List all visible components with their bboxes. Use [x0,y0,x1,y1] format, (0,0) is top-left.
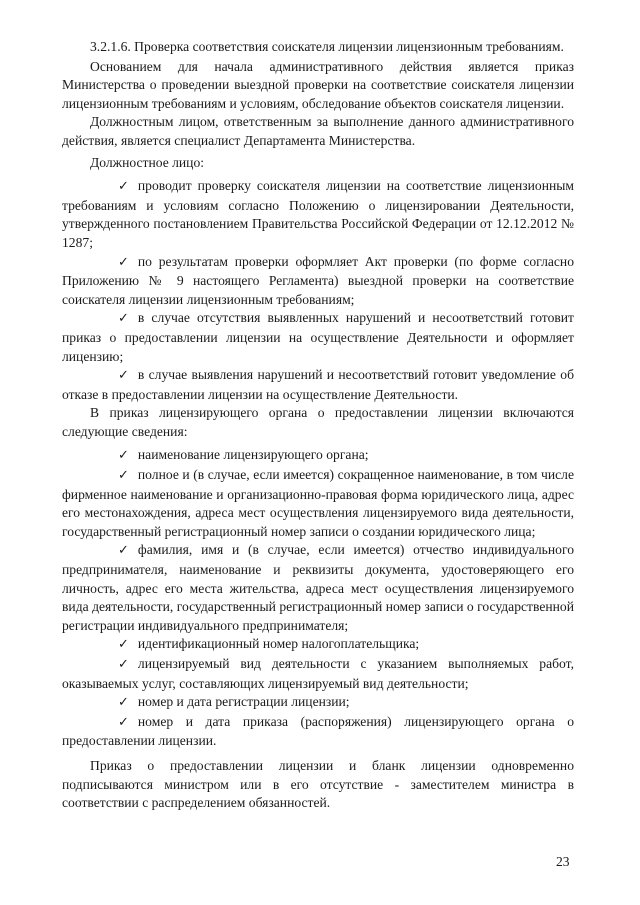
check-mark-icon: ✓ [118,448,129,464]
order-item [62,713,574,751]
order-item-text: фамилия, имя и (в случае, если имеется) отчество индивидуального предпринимателя, наименование и реквизиты документа, удостоверяющего его личность, адрес его места жительства, адреса мест осуществления лицензируемого вида деятельности, государственный регистрационный номер записи о государственной регистрации индивидуального предпринимателя; [62,542,574,633]
check-mark-icon: ✓ [118,468,129,484]
order-item [62,446,574,466]
order-item-text: номер и дата приказа (распоряжения) лицензирующего органа о предоставлении лицензии. [62,713,574,749]
order-item-text: идентификационный номер налогоплательщика; [137,636,420,652]
duty-item [62,309,574,366]
section-heading: 3.2.1.6. Проверка соответствия соискателя лицензии лицензионным требованиям. [90,39,564,54]
check-mark-icon: ✓ [118,254,129,270]
page-body [62,38,574,813]
check-mark-icon: ✓ [118,179,129,195]
paragraph-responsible: Должностным лицом, ответственным за выполнение данного административного действия, является специалист Департамента Министерства. [62,114,574,148]
duty-text: по результатам проверки оформляет Акт проверки (по форме согласно Приложению № 9 настоящего Регламента) выездной проверки на соответствие соискателя лицензии лицензионным требованиям; [62,253,574,307]
official-intro: Должностное лицо: [90,154,205,170]
paragraph-basis: Основанием для начала административного действия является приказ Министерства о проведении выездной проверки на соответствие соискателя лицензии лицензионным требованиям и условиям, обследование объектов соискателя лицензии. [62,58,574,111]
duty-item [62,366,574,404]
order-item [62,655,574,693]
check-mark-icon: ✓ [118,695,129,711]
order-item [62,635,574,655]
closing-paragraph: Приказ о предоставлении лицензии и бланк лицензии одновременно подписываются министром или в его отсутствие - заместителем министра в соответствии с распределением обязанностей. [62,757,574,811]
order-item-text: лицензируемый вид деятельности с указанием выполняемых работ, оказываемых услуг, составляющих лицензируемый вид деятельности; [62,656,574,691]
order-item-text: номер и дата регистрации лицензии; [137,694,350,710]
page-number: 23 [556,854,570,869]
duty-item [62,253,574,310]
check-mark-icon: ✓ [118,714,129,730]
check-mark-icon: ✓ [118,637,129,653]
order-item [62,693,574,713]
order-item-text: наименование лицензирующего органа; [137,447,369,463]
duty-text: проводит проверку соискателя лицензии на соответствие лицензионным требованиям и условиям согласно Положению о лицензировании Деятельности, утвержденного постановлением Правительства Российской Федерации от 12.12.2012 № 1287; [62,178,574,250]
check-mark-icon: ✓ [118,311,129,327]
order-item [62,466,574,541]
order-intro: В приказ лицензирующего органа о предоставлении лицензии включаются следующие сведения: [62,405,574,439]
duty-text: в случае выявления нарушений и несоответствий готовит уведомление об отказе в предоставлении лицензии на осуществление Деятельности. [62,367,574,402]
duty-item [62,177,574,252]
check-mark-icon: ✓ [118,368,129,384]
duty-text: в случае отсутствия выявленных нарушений и несоответствий готовит приказ о предоставлении лицензии на осуществление Деятельности и оформляет лицензию; [62,310,574,364]
check-mark-icon: ✓ [118,657,129,672]
check-mark-icon: ✓ [118,543,129,559]
order-item-text: полное и (в случае, если имеется) сокращенное наименование, в том числе фирменное наименование и организационно-правовая форма юридического лица, адрес его местонахождения, адреса мест осуществления лицензируемого вида деятельности, государственный регистрационный номер записи о создании юридического лица; [62,467,574,539]
order-item [62,541,574,635]
